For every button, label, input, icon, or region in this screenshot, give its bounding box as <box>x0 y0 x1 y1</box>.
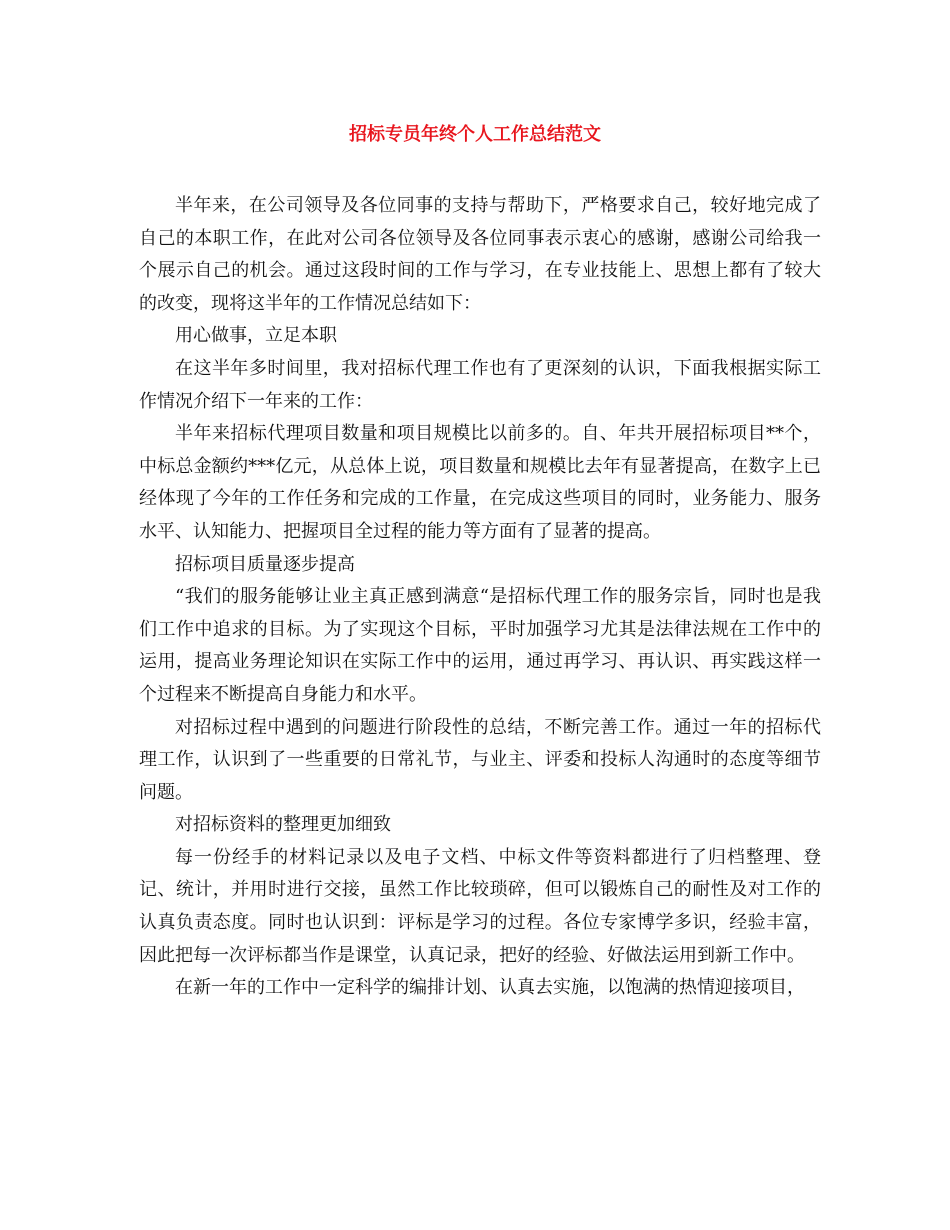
section-heading-quality: 招标项目质量逐步提高 <box>175 553 355 575</box>
paragraph-summary-issues: 对招标过程中遇到的问题进行阶段性的总结，不断完善工作。通过一年的招标代理工作，认识到了一些重要的日常礼节，与业主、评委和投标人沟通时的态度等细节问题。 <box>139 716 821 803</box>
section-heading-diligence: 用心做事，立足本职 <box>175 325 337 347</box>
section-heading-archiving: 对招标资料的整理更加细致 <box>175 814 391 836</box>
document-body <box>139 190 821 1005</box>
paragraph-understanding: 在这半年多时间里，我对招标代理工作也有了更深刻的认识，下面我根据实际工作情况介绍下一年来的工作： <box>139 357 821 412</box>
paragraph-intro: 半年来，在公司领导及各位同事的支持与帮助下，严格要求自己，较好地完成了自己的本职工作，在此对公司各位领导及各位同事表示衷心的感谢，感谢公司给我一个展示自己的机会。通过这段时间的工作与学习，在专业技能上、思想上都有了较大的改变，现将这半年的工作情况总结如下： <box>139 195 821 314</box>
paragraph-service-goal: “我们的服务能够让业主真正感到满意“是招标代理工作的服务宗旨，同时也是我们工作中追求的目标。为了实现这个目标，平时加强学习尤其是法律法规在工作中的运用，提高业务理论知识在实际工作中的运用，通过再学习、再认识、再实践这样一个过程来不断提高自身能力和水平。 <box>139 586 821 705</box>
paragraph-new-year: 在新一年的工作中一定科学的编排计划、认真去实施，以饱满的热情迎接项目， <box>175 977 805 999</box>
paragraph-project-volume: 半年来招标代理项目数量和项目规模比以前多的。自、年共开展招标项目**个，中标总金额约***亿元，从总体上说，项目数量和规模比去年有显著提高，在数字上已经体现了今年的工作任务和完成的工作量，在完成这些项目的同时，业务能力、服务水平、认知能力、把握项目全过程的能力等方面有了显著的提高。 <box>139 423 821 542</box>
document-title: 招标专员年终个人工作总结范文 <box>349 124 601 145</box>
paragraph-archiving: 每一份经手的材料记录以及电子文档、中标文件等资料都进行了归档整理、登记、统计，并用时进行交接，虽然工作比较琐碎，但可以锻炼自己的耐性及对工作的认真负责态度。同时也认识到：评标是学习的过程。各位专家博学多识，经验丰富，因此把每一次评标都当作是课堂，认真记录，把好的经验、好做法运用到新工作中。 <box>139 846 821 966</box>
